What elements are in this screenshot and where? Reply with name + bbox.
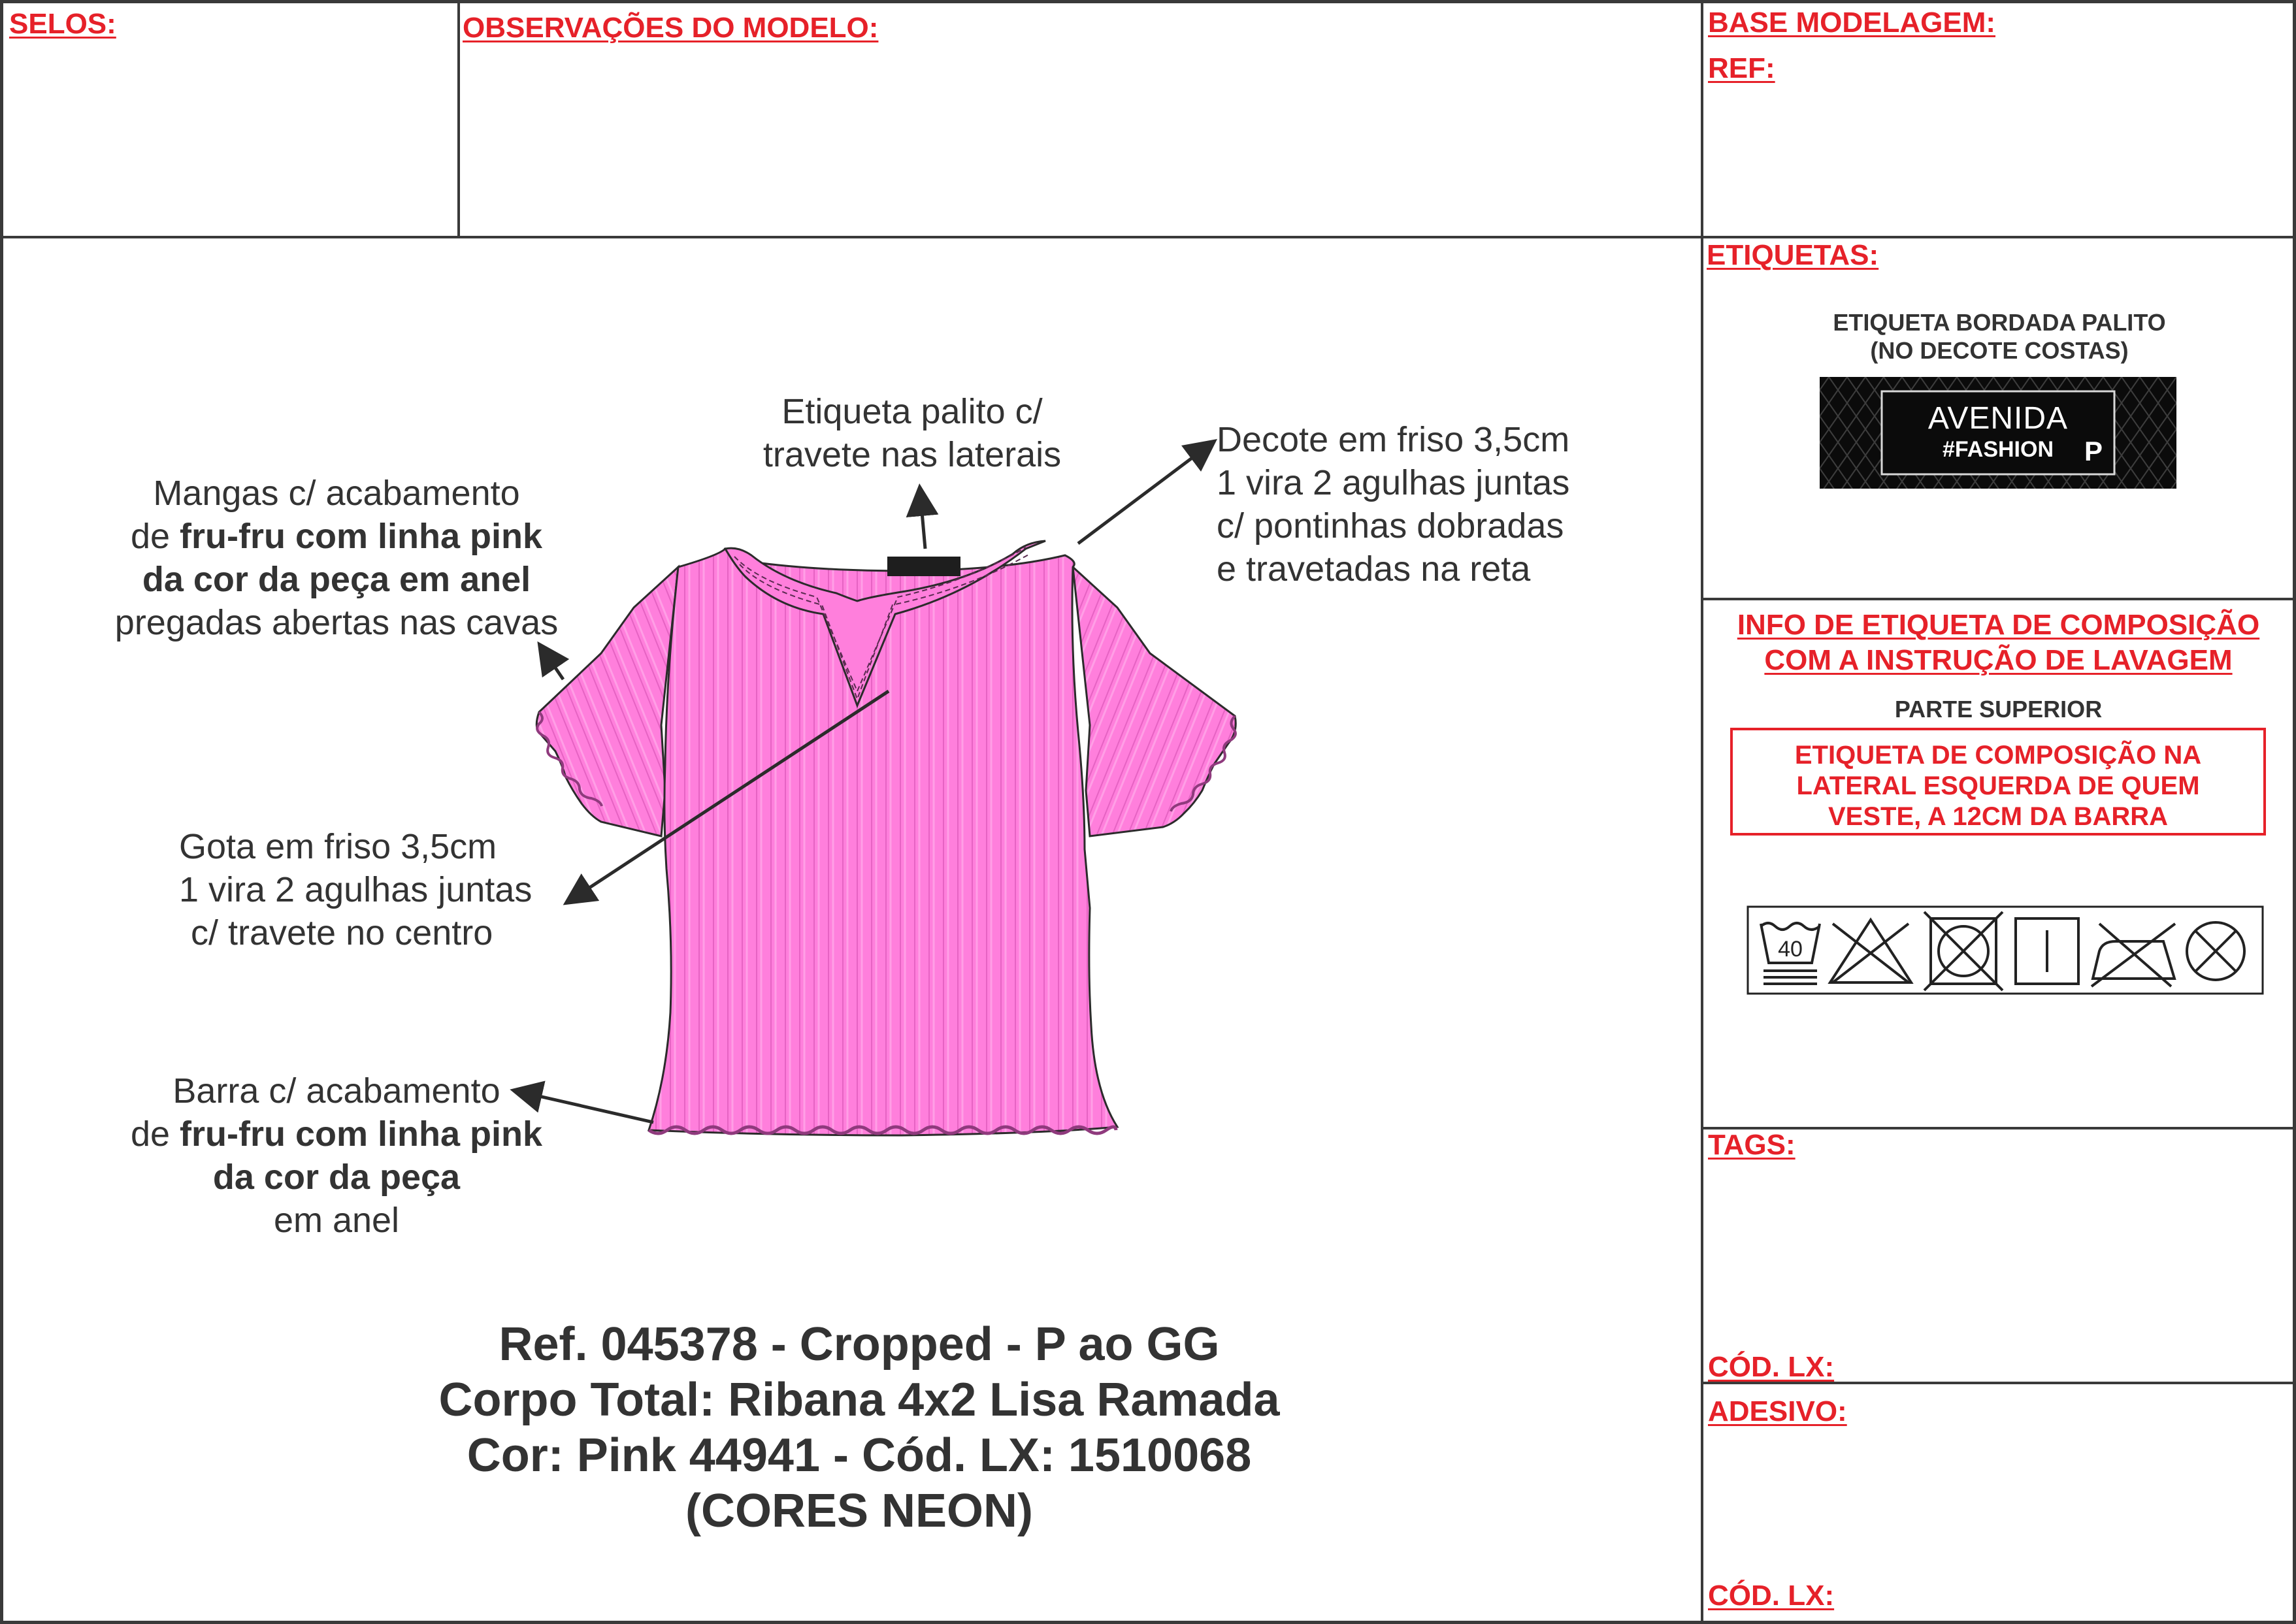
selos-divider <box>457 0 460 237</box>
note-barra-line2 <box>85 1112 588 1156</box>
composicao-box-line2: LATERAL ESQUERDA DE QUEM <box>1796 771 2200 800</box>
note-decote-line2: 1 vira 2 agulhas juntas <box>1217 463 1570 502</box>
label-size-text: P <box>2084 436 2103 466</box>
etiquetas-label: ETIQUETAS: <box>1707 239 1879 271</box>
product-note-line: (CORES NEON) <box>685 1485 1034 1537</box>
note-etiqueta-palito-line1: Etiqueta palito c/ <box>781 392 1043 431</box>
header-divider <box>0 236 2296 238</box>
selos-label: SELOS: <box>9 8 116 40</box>
adesivo-label: ADESIVO: <box>1708 1395 1847 1427</box>
ref-label: REF: <box>1708 52 1775 84</box>
product-fabric-line: Corpo Total: Ribana 4x2 Lisa Ramada <box>438 1374 1280 1426</box>
frame-bottom <box>0 1621 2296 1624</box>
note-barra-line3-bold: da cor da peça <box>212 1158 461 1197</box>
product-color-line: Cor: Pink 44941 - Cód. LX: 1510068 <box>467 1429 1252 1482</box>
note-mangas-line2 <box>78 515 595 558</box>
tags-label: TAGS: <box>1708 1129 1796 1161</box>
frame-left <box>0 0 3 1624</box>
etiqueta-bordada-line2: (NO DECOTE COSTAS) <box>1870 337 2129 364</box>
care-symbols-svg <box>1747 905 2264 995</box>
note-barra-line4: em anel <box>273 1201 400 1240</box>
note-mangas-line4: pregadas abertas nas cavas <box>114 603 559 642</box>
note-mangas-line3 <box>78 558 595 601</box>
product-ref-line: Ref. 045378 - Cropped - P ao GG <box>499 1318 1220 1371</box>
brand-label-image <box>1820 377 2176 489</box>
care-symbols-strip <box>1747 905 2264 995</box>
note-barra-line2b: fru-fru com linha pink <box>180 1114 543 1154</box>
parte-superior-label: PARTE SUPERIOR <box>1894 696 2103 723</box>
cod-lx-label-1: CÓD. LX: <box>1708 1351 1835 1383</box>
note-barra-line2a: de <box>130 1114 180 1154</box>
note-mangas <box>78 472 595 644</box>
note-mangas-line2b: fru-fru com linha pink <box>180 517 543 556</box>
sidebar-divider <box>1701 0 1703 1624</box>
note-decote-line1: Decote em friso 3,5cm <box>1217 420 1570 459</box>
note-etiqueta-palito-line2: travete nas laterais <box>763 435 1062 474</box>
composicao-box-line3: VESTE, A 12CM DA BARRA <box>1828 802 2169 831</box>
observacoes-label: OBSERVAÇÕES DO MODELO: <box>463 12 879 44</box>
info-composicao-line2: COM A INSTRUÇÃO DE LAVAGEM <box>1764 644 2233 676</box>
info-composicao-title <box>1703 608 2293 678</box>
right-sleeve <box>1073 567 1236 836</box>
etiqueta-bordada-title <box>1731 308 2267 365</box>
etiqueta-bordada-line1: ETIQUETA BORDADA PALITO <box>1833 309 2166 336</box>
neck-label <box>887 557 960 576</box>
label-sub-text: #FASHION <box>1942 437 2054 462</box>
etiquetas-bottom-divider <box>1701 598 2296 600</box>
note-decote-line4: e travetadas na reta <box>1217 549 1531 589</box>
base-modelagem-label: BASE MODELAGEM: <box>1708 7 1995 39</box>
product-title-block <box>196 1317 1522 1539</box>
composicao-box-line1: ETIQUETA DE COMPOSIÇÃO NA <box>1794 741 2202 770</box>
composicao-box <box>1730 728 2266 836</box>
note-mangas-line2a: de <box>130 517 180 556</box>
note-barra <box>85 1069 588 1242</box>
label-brand-text: AVENIDA <box>1927 401 2069 436</box>
note-gota <box>179 825 532 954</box>
note-mangas-line3-bold: da cor da peça em anel <box>142 560 531 599</box>
note-gota-line2: 1 vira 2 agulhas juntas <box>179 870 533 909</box>
info-composicao-line1: INFO DE ETIQUETA DE COMPOSIÇÃO <box>1737 609 2260 641</box>
note-etiqueta-palito <box>716 390 1108 476</box>
note-mangas-line1: Mangas c/ acabamento <box>153 474 520 513</box>
garment-drawing <box>510 516 1320 1156</box>
note-barra-line3 <box>85 1156 588 1199</box>
frame-right <box>2293 0 2296 1624</box>
note-decote-line3: c/ pontinhas dobradas <box>1217 506 1564 545</box>
wash-temp-text: 40 <box>1778 937 1803 962</box>
frame-top <box>0 0 2296 3</box>
note-gota-line1: Gota em friso 3,5cm <box>179 827 497 866</box>
note-decote <box>1217 418 1569 591</box>
note-barra-line1: Barra c/ acabamento <box>172 1071 500 1111</box>
note-gota-line3: c/ travete no centro <box>191 913 493 952</box>
cod-lx-label-2: CÓD. LX: <box>1708 1580 1835 1612</box>
